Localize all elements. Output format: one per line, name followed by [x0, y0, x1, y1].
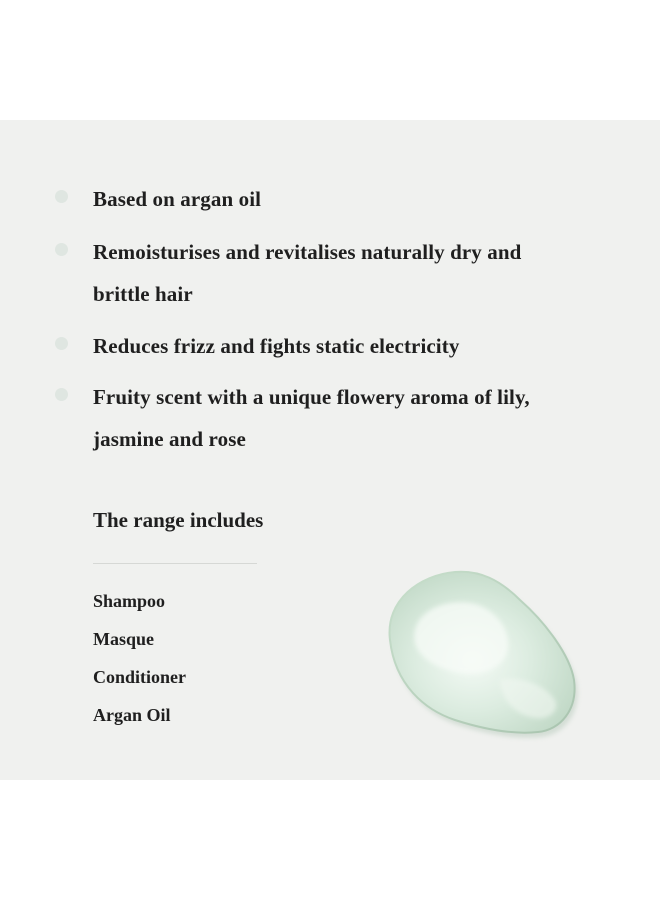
range-title: The range includes	[93, 508, 264, 532]
range-item: Shampoo	[93, 591, 166, 611]
bullet-dot-icon	[55, 388, 68, 401]
cream-swatch-image	[360, 560, 592, 750]
bullet-dot-icon	[55, 337, 68, 350]
bullet-dot-icon	[55, 190, 68, 203]
feature-text: Fruity scent with a unique flowery aroma of lily, jasmine and rose	[93, 385, 530, 451]
range-item: Argan Oil	[93, 705, 171, 725]
range-item: Conditioner	[93, 667, 187, 687]
divider	[93, 563, 257, 564]
product-info-panel	[0, 120, 660, 780]
feature-text: Based on argan oil	[93, 187, 262, 211]
range-list	[93, 582, 186, 734]
bullet-dot-icon	[55, 243, 68, 256]
range-item: Masque	[93, 629, 155, 649]
feature-text: Remoisturises and revitalises naturally dry and brittle hair	[93, 240, 522, 306]
feature-text: Reduces frizz and fights static electricity	[93, 334, 460, 358]
